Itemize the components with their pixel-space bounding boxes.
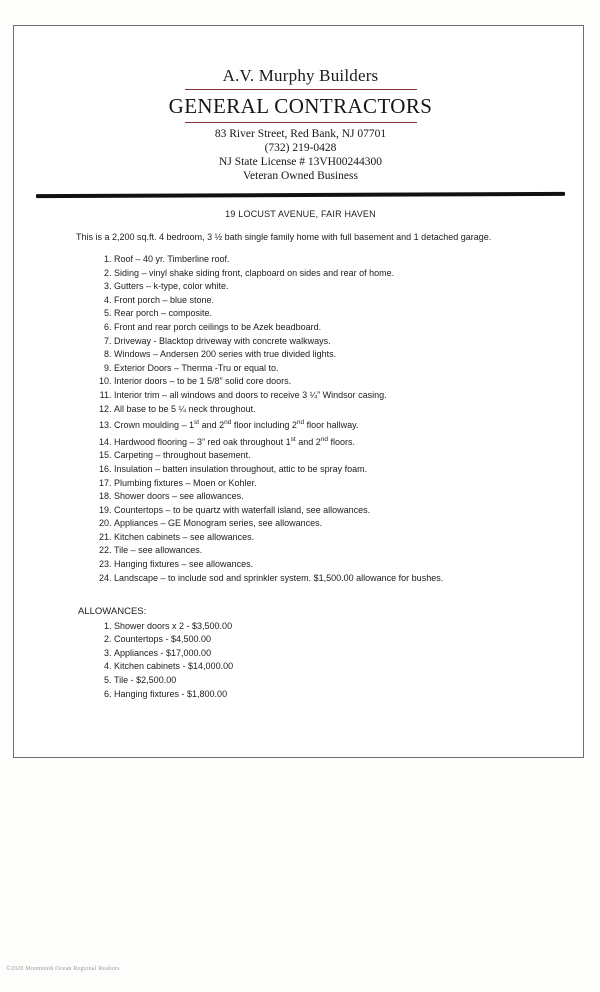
- list-item: 1. Roof – 40 yr. Timberline roof.: [114, 254, 565, 265]
- specification-list: [36, 254, 565, 584]
- list-item: 2. Countertops - $4,500.00: [114, 634, 565, 645]
- scanned-sheet: [13, 25, 584, 758]
- letterhead: [36, 38, 565, 183]
- list-item: 3. Gutters – k-type, color white.: [114, 281, 565, 292]
- list-item: 24. Landscape – to include sod and sprinkler system. $1,500.00 allowance for bushes.: [114, 573, 565, 584]
- intro-paragraph: This is a 2,200 sq.ft. 4 bedroom, 3 ½ bath single family home with full basement and 1 detached garage.: [76, 232, 492, 242]
- list-item: 9. Exterior Doors – Therma -Tru or equal to.: [114, 363, 565, 374]
- company-license: NJ State License # 13VH00244300: [219, 156, 382, 168]
- list-item: 19. Countertops – to be quartz with waterfall island, see allowances.: [114, 505, 565, 516]
- list-item: 22. Tile – see allowances.: [114, 545, 565, 556]
- list-item: 23. Hanging fixtures – see allowances.: [114, 559, 565, 570]
- allowances-heading: ALLOWANCES:: [78, 605, 147, 617]
- list-item: 20. Appliances – GE Monogram series, see allowances.: [114, 518, 565, 529]
- list-item: 8. Windows – Andersen 200 series with true divided lights.: [114, 349, 565, 360]
- footer-watermark: ©2020 Monmouth Ocean Regional Realtors: [6, 966, 120, 972]
- company-name: A.V. Murphy Builders: [222, 66, 379, 85]
- list-item: 18. Shower doors – see allowances.: [114, 491, 565, 502]
- list-item: 1. Shower doors x 2 - $3,500.00: [114, 621, 565, 632]
- list-item: 3. Appliances - $17,000.00: [114, 648, 565, 659]
- list-item: 16. Insulation – batten insulation throughout, attic to be spray foam.: [114, 464, 565, 475]
- list-item: 11. Interior trim – all windows and doors to receive 3 ¼” Windsor casing.: [114, 390, 565, 401]
- list-item: 5. Rear porch – composite.: [114, 308, 565, 319]
- company-subtitle: GENERAL CONTRACTORS: [168, 94, 433, 118]
- list-item: 14. Hardwood flooring – 3” red oak throughout 1st and 2nd floors.: [114, 434, 565, 448]
- list-item: 17. Plumbing fixtures – Moen or Kohler.: [114, 478, 565, 489]
- list-item: 6. Hanging fixtures - $1,800.00: [114, 689, 565, 700]
- list-item: 6. Front and rear porch ceilings to be Azek beadboard.: [114, 322, 565, 333]
- list-item: 13. Crown moulding – 1st and 2nd floor including 2nd floor hallway.: [114, 417, 565, 431]
- letterhead-rule-top: [185, 89, 417, 90]
- company-address: 83 River Street, Red Bank, NJ 07701: [214, 128, 387, 140]
- document-subject: 19 LOCUST AVENUE, FAIR HAVEN: [225, 209, 376, 219]
- list-item: 2. Siding – vinyl shake siding front, clapboard on sides and rear of home.: [114, 268, 565, 279]
- sheet-content: [36, 38, 565, 747]
- list-item: 7. Driveway - Blacktop driveway with concrete walkways.: [114, 336, 565, 347]
- letterhead-rule-bottom: [185, 122, 417, 123]
- list-item: 5. Tile - $2,500.00: [114, 675, 565, 686]
- list-item: 10. Interior doors – to be 1 5/8” solid core doors.: [114, 376, 565, 387]
- divider-rule: [36, 192, 565, 198]
- list-item: 4. Kitchen cabinets - $14,000.00: [114, 661, 565, 672]
- list-item: 4. Front porch – blue stone.: [114, 295, 565, 306]
- company-phone: (732) 219-0428: [264, 142, 337, 154]
- list-item: 21. Kitchen cabinets – see allowances.: [114, 532, 565, 543]
- list-item: 15. Carpeting – throughout basement.: [114, 450, 565, 461]
- list-item: 12. All base to be 5 ¼ neck throughout.: [114, 404, 565, 415]
- allowances-list: [36, 621, 565, 700]
- company-veteran-note: Veteran Owned Business: [243, 170, 358, 182]
